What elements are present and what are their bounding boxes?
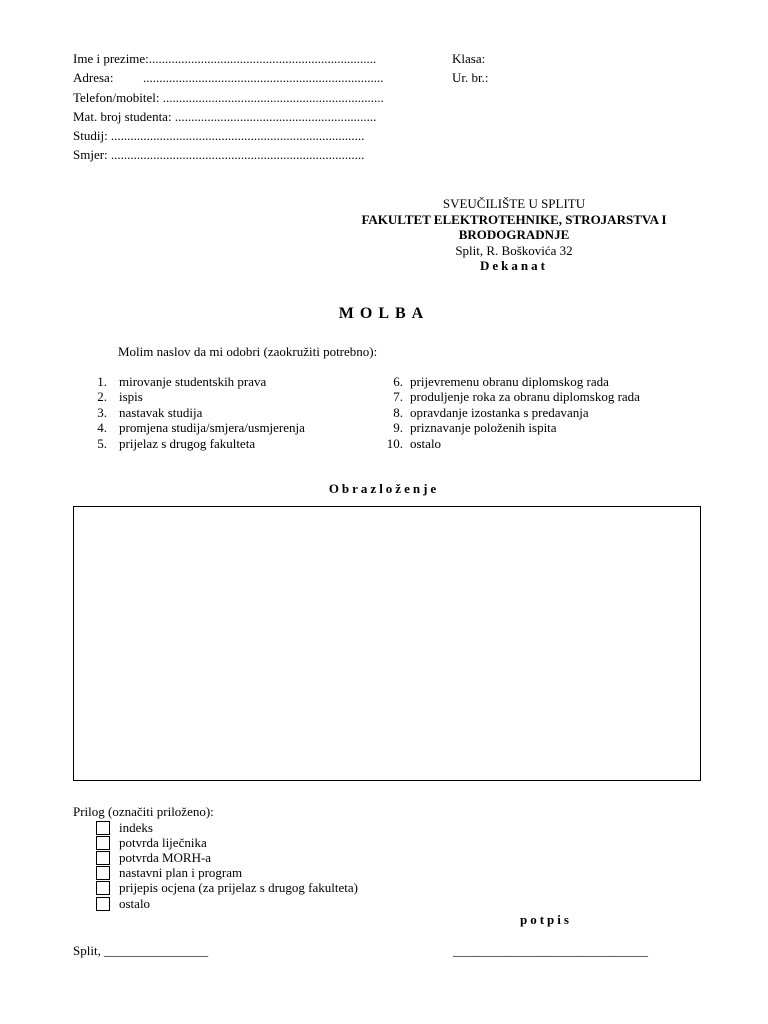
attachment-checkbox[interactable]	[96, 836, 110, 850]
registration-label: Ur. br.:	[452, 70, 489, 85]
attachment-label: prijepis ocjena (za prijelaz s drugog fakulteta)	[119, 880, 358, 895]
dean-office: Dekanat	[480, 258, 548, 273]
direction-field: Smjer: ..............................................................................	[73, 147, 365, 162]
request-intro: Molim naslov da mi odobri (zaokružiti potrebno):	[118, 344, 378, 359]
option-item: ispis	[119, 389, 143, 404]
signature-label: potpis	[520, 912, 572, 927]
name-field: Ime i prezime:......................................................................	[73, 51, 377, 66]
student-number-field: Mat. broj studenta: ..............................................................	[73, 109, 377, 124]
justification-textbox[interactable]	[73, 506, 701, 781]
option-item: ostalo	[410, 436, 442, 451]
option-number: 9.	[393, 420, 403, 435]
date-line[interactable]: ________________	[104, 943, 209, 958]
option-number: 10.	[386, 436, 403, 451]
attachment-checkbox[interactable]	[96, 866, 110, 880]
option-number: 7.	[393, 389, 403, 404]
option-number: 2.	[97, 389, 107, 404]
option-item: nastavak studija	[119, 405, 203, 420]
option-item: prijevremenu obranu diplomskog rada	[410, 374, 609, 389]
faculty-name-line2: BRODOGRADNJE	[458, 227, 570, 242]
phone-field: Telefon/mobitel: ....................................................................	[73, 90, 384, 105]
place-label: Split,	[73, 943, 105, 958]
option-item: opravdanje izostanka s predavanja	[410, 405, 589, 420]
address-label: Adresa:	[73, 70, 114, 85]
option-item: produljenje roka za obranu diplomskog rada	[410, 389, 640, 404]
option-number: 4.	[97, 420, 107, 435]
option-item: promjena studija/smjera/usmjerenja	[119, 420, 305, 435]
attachment-checkbox[interactable]	[96, 881, 110, 895]
option-number: 8.	[393, 405, 403, 420]
faculty-name-line1: FAKULTET ELEKTROTEHNIKE, STROJARSTVA I	[361, 212, 667, 227]
university-name: SVEUČILIŠTE U SPLITU	[442, 196, 586, 211]
signature-line[interactable]: ______________________________	[453, 943, 648, 958]
attachments-label: Prilog (označiti priloženo):	[73, 804, 214, 819]
faculty-address: Split, R. Boškovića 32	[455, 243, 573, 258]
option-number: 5.	[97, 436, 107, 451]
page-title: MOLBA	[338, 305, 430, 322]
class-label: Klasa:	[452, 51, 486, 66]
attachment-label: indeks	[119, 820, 153, 835]
study-field: Studij: ..............................................................................	[73, 128, 365, 143]
attachment-label: ostalo	[119, 896, 151, 911]
attachment-label: potvrda MORH-a	[119, 850, 212, 865]
attachment-checkbox[interactable]	[96, 897, 110, 911]
attachment-checkbox[interactable]	[96, 821, 110, 835]
option-item: prijelaz s drugog fakulteta	[119, 436, 256, 451]
option-number: 6.	[393, 374, 403, 389]
attachment-label: nastavni plan i program	[119, 865, 243, 880]
option-item: mirovanje studentskih prava	[119, 374, 267, 389]
attachment-label: potvrda liječnika	[119, 835, 207, 850]
option-number: 1.	[97, 374, 107, 389]
option-item: priznavanje položenih ispita	[410, 420, 557, 435]
address-field: ..........................................................................	[143, 70, 384, 85]
justification-heading: Obrazloženje	[328, 481, 440, 496]
place-date	[73, 943, 208, 958]
attachment-checkbox[interactable]	[96, 851, 110, 865]
option-number: 3.	[97, 405, 107, 420]
